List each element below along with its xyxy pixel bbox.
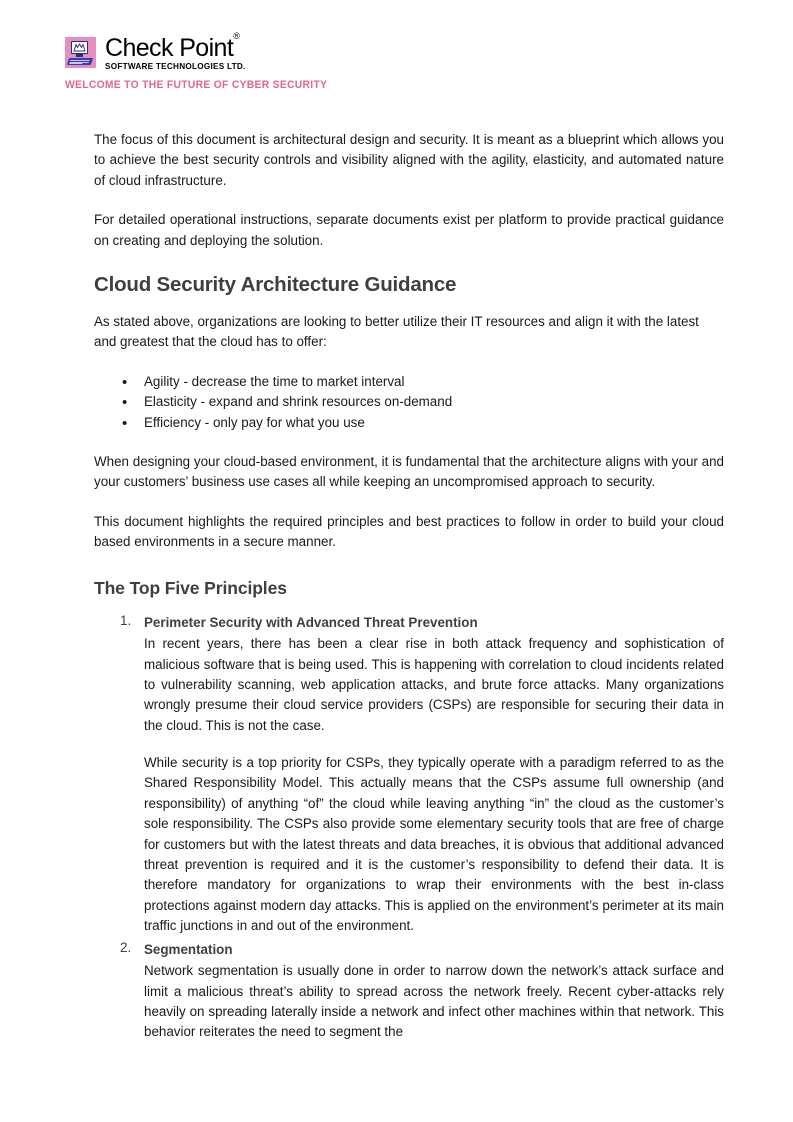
- brand-subtitle: SOFTWARE TECHNOLOGIES LTD.: [105, 62, 246, 71]
- section-heading-cloud-security-architecture-guidance: Cloud Security Architecture Guidance: [94, 272, 457, 296]
- post-bullets-paragraph-2: This document highlights the required principles and best practices to follow in order to build your cloud based environments in a secure manner.: [94, 513, 724, 550]
- list-item: • Elasticity - expand and shrink resources on-demand: [94, 392, 724, 413]
- section-intro-paragraph: As stated above, organizations are looking to better utilize their IT resources and align it with the latest and greatest that the cloud has to offer:: [94, 313, 699, 350]
- monitor-screen-art: [73, 43, 86, 52]
- computer-monitor-icon: [65, 37, 96, 68]
- document-header: [65, 30, 365, 92]
- principle-item-1: [94, 613, 724, 936]
- list-item: • Agility - decrease the time to market interval: [94, 372, 724, 393]
- principle-paragraph: In recent years, there has been a clear rise in both attack frequency and sophistication of malicious software that is being used. This is happening with correlation to cloud incidents related to vulnerability scanning, web application attacks, and brute force attacks. Many organizations wrongly presume their cloud service providers (CSPs) are responsible for securing their data in the cloud. This is not the case.: [144, 636, 724, 733]
- document-body: [94, 130, 724, 1047]
- brand-tagline: WELCOME TO THE FUTURE OF CYBER SECURITY: [65, 79, 328, 92]
- trademark-symbol: ®: [233, 30, 240, 41]
- principle-paragraph: While security is a top priority for CSPs, they typically operate with a paradigm referred to as the Shared Responsibility Model. This actually means that the CSPs assume full ownership (and responsibility) of anything “of” the cloud while leaving anything “in” the cloud as the customer’s sole responsibility. The CSPs also provide some elementary security tools that are free of charge for customers but with the latest threats and data breaches, it is obvious that additional advanced threat prevention is required and it is the customer’s responsibility to defend their data. It is therefore mandatory for organizations to wrap their environments with the best in-class protections against modern day attacks. This is applied on the environment’s perimeter at its main traffic junctions in and out of the environment.: [144, 755, 724, 934]
- brand-wordmark: [105, 30, 246, 71]
- intro-paragraph-2: For detailed operational instructions, separate documents exist per platform to provide practical guidance on creating and deploying the solution.: [94, 212, 724, 248]
- principle-item-2: [94, 940, 724, 1042]
- brand-name: [105, 30, 246, 62]
- brand-name-text: Check Point: [105, 34, 234, 62]
- principle-title: Segmentation: [144, 942, 233, 958]
- post-bullets-paragraph-1: When designing your cloud-based environment, it is fundamental that the architecture aligns with your and your customers’ business use cases all while keeping an uncompromised approach to security.: [94, 453, 724, 490]
- cloud-benefits-list: [94, 372, 724, 434]
- principle-title: Perimeter Security with Advanced Threat Prevention: [144, 615, 478, 631]
- list-item: • Efficiency - only pay for what you use: [94, 413, 724, 434]
- keyboard-icon: [67, 58, 93, 65]
- principles-list: [94, 613, 724, 1042]
- intro-paragraph-1: The focus of this document is architectural design and security. It is meant as a blueprint which allows you to achieve the best security controls and visibility aligned with the agility, elasticity, and automated nature of cloud infrastructure.: [94, 132, 724, 188]
- section-heading-the-top-five-principles: The Top Five Principles: [94, 578, 287, 599]
- principle-paragraph: Network segmentation is usually done in order to narrow down the network’s attack surface and limit a malicious threat’s ability to spread across the network freely. Recent cyber-attacks rely heavily on spreading laterally inside a network and infect other machines within that network. This behavior reiterates the need to segment the: [144, 963, 724, 1040]
- brand-logo: [65, 30, 365, 71]
